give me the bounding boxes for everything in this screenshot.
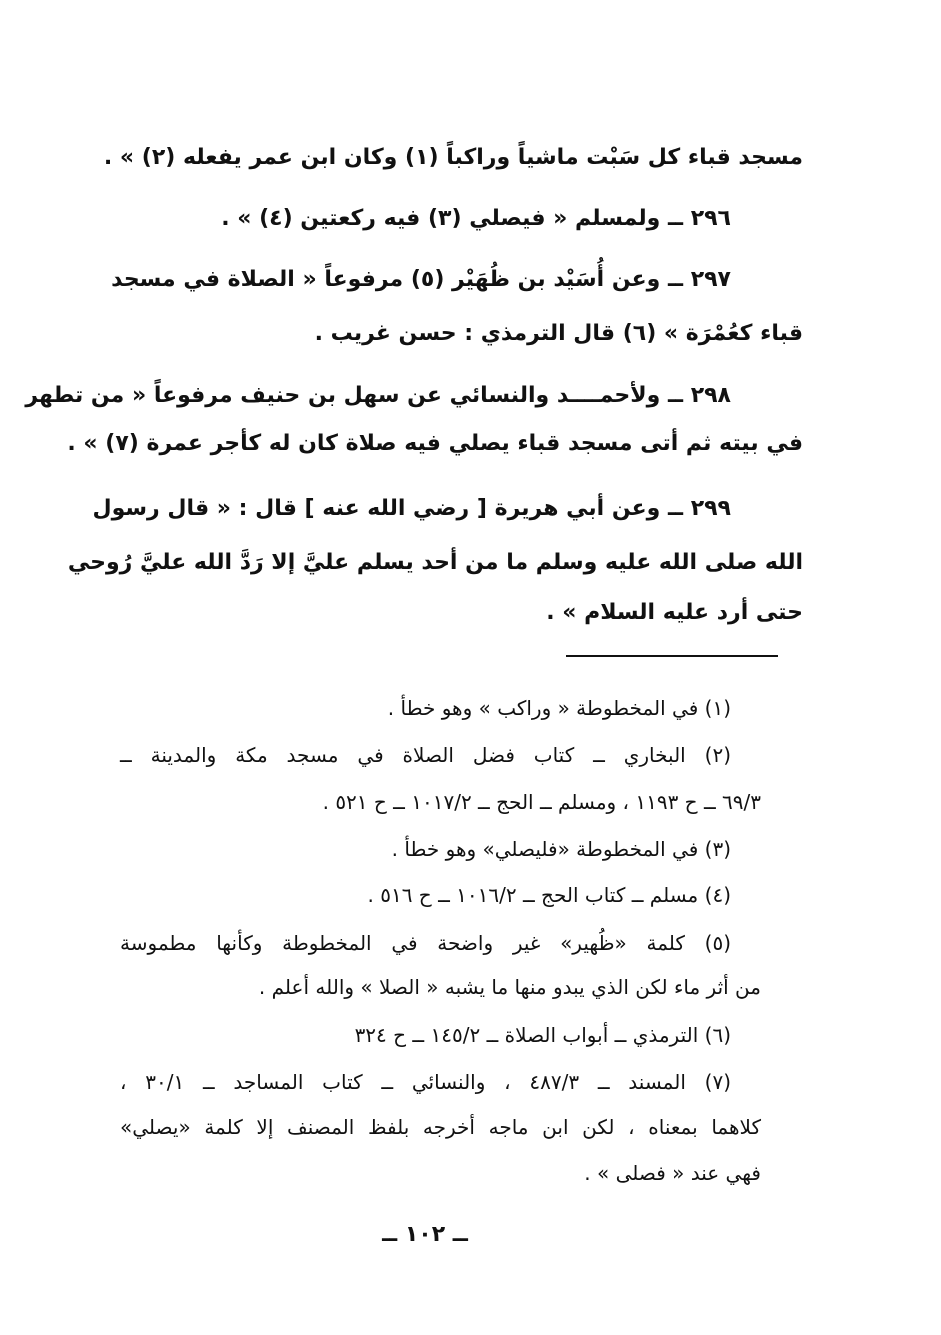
footnote-6: (٦) الترمذي ــ أبواب الصلاة ــ ١٤٥/٢ ــ ح ٣٢٤	[354, 1023, 731, 1047]
body-line-6: في بيته ثم أتى مسجد قباء يصلي فيه صلاة كان له كأجر عمرة (٧) » .	[67, 431, 803, 456]
footnote-2a: (٢) البخاري ــ كتاب فضل الصلاة في مسجد مكة والمدينة ــ	[120, 743, 731, 767]
page-number: ــ ١٠٢ ــ	[382, 1222, 468, 1247]
footnote-separator	[566, 655, 778, 657]
footnote-4: (٤) مسلم ــ كتاب الحج ــ ١٠١٦/٢ ــ ح ٥١٦ .	[367, 883, 731, 907]
body-line-7: ٢٩٩ ــ وعن أبي هريرة [ رضي الله عنه ] قال : « قال رسول	[92, 496, 731, 521]
footnote-1: (١) في المخطوطة « وراكب » وهو خطأ .	[387, 696, 731, 720]
body-line-8: الله صلى الله عليه وسلم ما من أحد يسلم عليَّ إلا رَدَّ الله عليَّ رُوحي	[67, 550, 803, 575]
footnote-7c: فهي عند « فصلى » .	[584, 1161, 761, 1185]
body-line-4: قباء كعُمْرَة » (٦) قال الترمذي : حسن غريب .	[314, 321, 803, 346]
footnote-7a: (٧) المسند ــ ٤٨٧/٣ ، والنسائي ــ كتاب المساجد ــ ٣٠/١ ،	[120, 1070, 732, 1094]
footnote-7b: كلاهما بمعناه ، لكن ابن ماجه أخرجه بلفظ المصنف إلا كلمة «يصلي»	[120, 1115, 761, 1139]
footnote-3: (٣) في المخطوطة «فليصلي» وهو خطأ .	[391, 837, 731, 861]
footnote-2b: ٦٩/٣ ــ ح ١١٩٣ ، ومسلم ــ الحج ــ ١٠١٧/٢ ــ ح ٥٢١ .	[322, 790, 761, 814]
footnote-5a: (٥) كلمة «ظُهير» غير واضحة في المخطوطة وكأنها مطموسة	[120, 931, 731, 955]
body-line-9: حتى أرد عليه السلام » .	[546, 600, 803, 625]
body-line-5: ٢٩٨ ــ ولأحمــــد والنسائي عن سهل بن حنيف مرفوعاً « من تطهر	[25, 383, 731, 408]
footnote-5b: من أثر ماء لكن الذي يبدو منها ما يشبه « الصلا » والله أعلم .	[258, 975, 761, 999]
body-line-3: ٢٩٧ ــ وعن أُسَيْد بن ظُهَيْر (٥) مرفوعاً « الصلاة في مسجد	[111, 267, 731, 292]
body-line-2: ٢٩٦ ــ ولمسلم « فيصلي (٣) فيه ركعتين (٤) » .	[221, 206, 731, 231]
body-line-1: مسجد قباء كل سَبْت ماشياً وراكباً (١) وكان ابن عمر يفعله (٢) » .	[103, 145, 803, 170]
